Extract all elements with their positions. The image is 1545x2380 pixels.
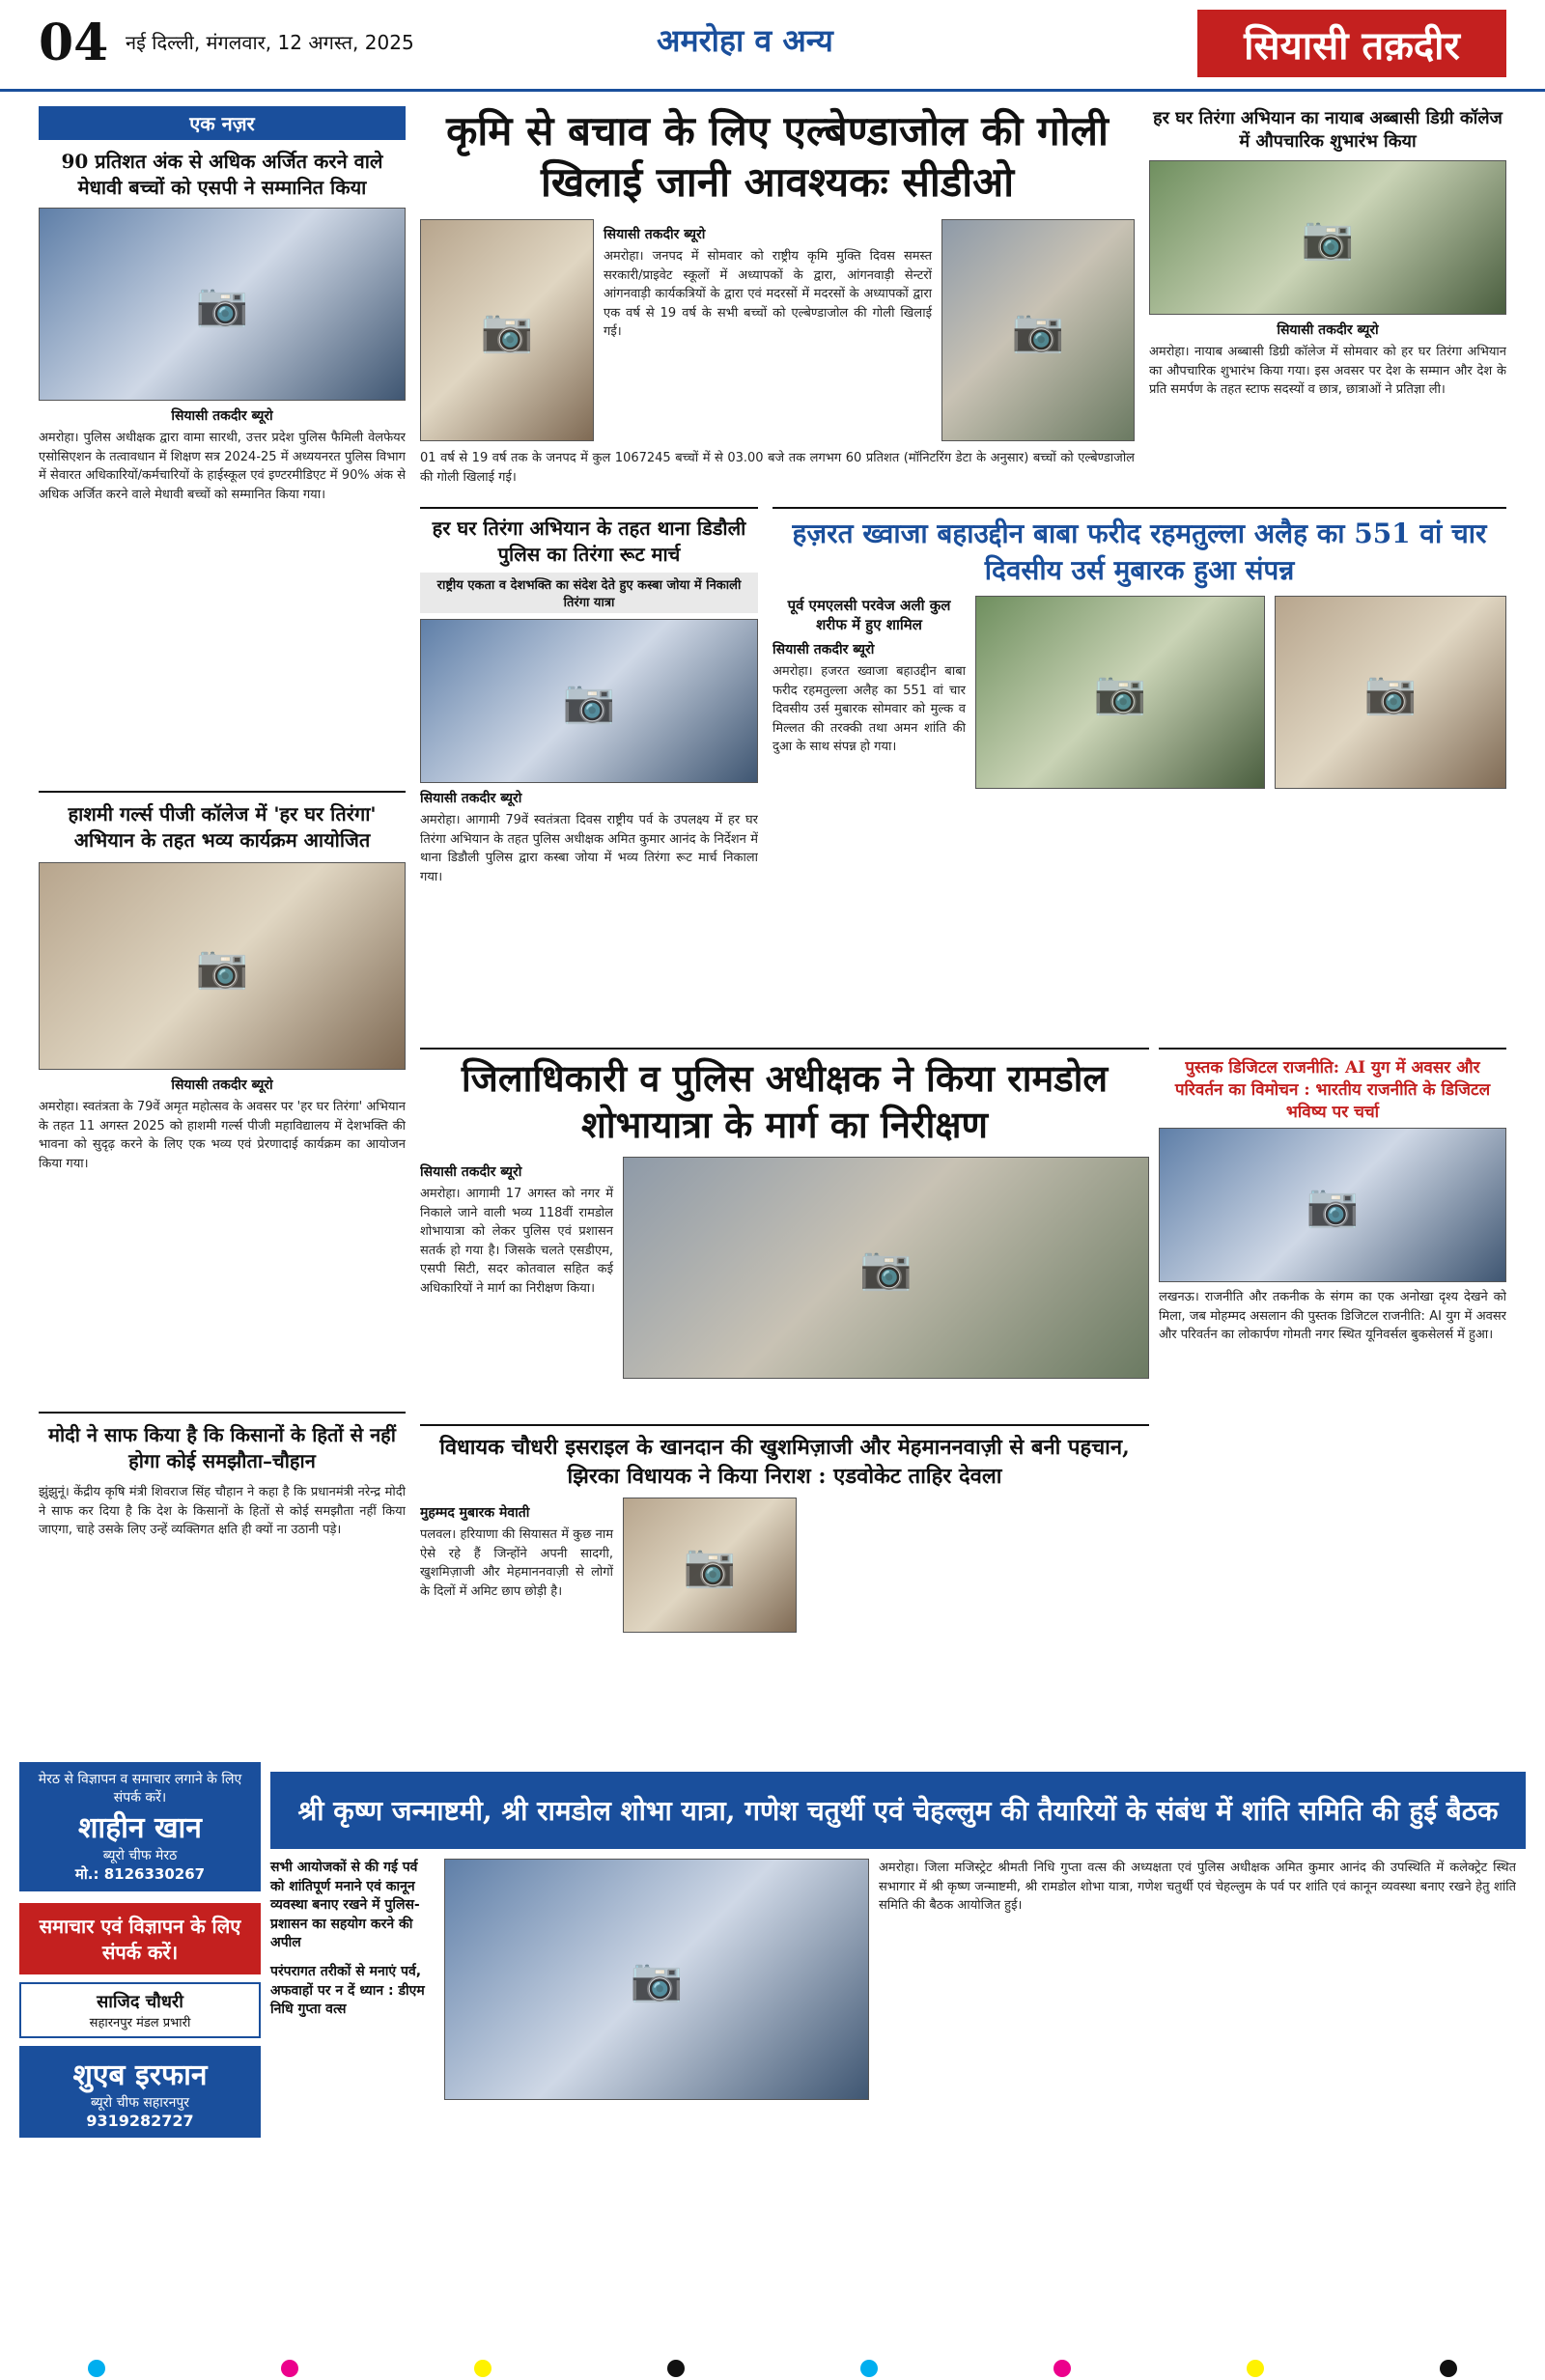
story-photo	[975, 596, 1265, 789]
story-body: पलवल। हरियाणा की सियासत में कुछ नाम ऐसे रहे हैं जिन्होंने अपनी सादगी, खुशमिज़ाजी और मेहमाननवाज़ी से लोगों के दिलों में अमिट छाप छोड़ी है।	[420, 1527, 613, 1599]
ad-block	[19, 1762, 261, 2361]
book-story	[1159, 1048, 1506, 1752]
ad-contact-box	[19, 1903, 261, 1974]
camera-icon: 📷	[562, 677, 616, 726]
story-photo	[623, 1157, 1149, 1379]
story-body: अमरोहा। आगामी 17 अगस्त को नगर में निकाले जाने वाली भव्य 118वीं रामडोल शोभायात्रा को लेकर पुलिस एवं प्रशासन सतर्क हो गया है। जिसके चलते एसडीएम, एसपी सिटी, सदर कोतवाल सहित कई अधिकारियों ने मार्ग का निरीक्षण किया।	[420, 1187, 613, 1296]
ad-phone: मो.: 8126330267	[74, 1865, 206, 1883]
camera-icon: 📷	[1363, 668, 1418, 717]
camera-icon: 📷	[1306, 1181, 1360, 1230]
story-body: अमरोहा। हजरत ख्वाजा बहाउद्दीन बाबा फरीद रहमतुल्ला अलैह का 551 वां चार दिवसीय उर्स मुबारक सोमवार को मुल्क व मिल्लत की तरक्की तथा अमन शांति की दुआ के साथ संपन्न हो गया।	[772, 664, 966, 754]
story-headline: विधायक चौधरी इसराइल के खानदान की खुशमिज़ाजी और मेहमाननवाज़ी से बनी पहचान, झिरका विधायक ने किया निराश : एडवोकेट ताहिर देवला	[439, 1435, 1130, 1489]
ad-header	[19, 1762, 261, 1891]
ad-role: सहारनपुर मंडल प्रभारी	[89, 2016, 191, 2030]
story-headline: हज़रत ख्वाजा बहाउद्दीन बाबा फरीद रहमतुल्ला अलैह का 551 वां चार दिवसीय उर्स मुबारक हुआ संपन्न	[792, 518, 1487, 586]
story-headline: 90 प्रतिशत अंक से अधिक अर्जित करने वाले मेधावी बच्चों को एसपी ने सम्मानित किया	[61, 150, 383, 199]
story-headline: हर घर तिरंगा अभियान का नायाब अब्बासी डिग्री कॉलेज में औपचारिक शुभारंभ किया	[1153, 108, 1503, 152]
camera-icon: 📷	[683, 1541, 737, 1590]
story-body: लखनऊ। राजनीति और तकनीक के संगम का एक अनोखा दृश्य देखने को मिला, जब मोहम्मद असलान की पुस्तक डिजिटल राजनीति: AI युग में अवसर और परिवर्तन का लोकार्पण गोमती नगर स्थित यूनिवर्सल बुकसेलर्स में हुआ।	[1159, 1290, 1506, 1342]
section-title: अमरोहा व अन्य	[657, 22, 833, 59]
urs-story	[772, 507, 1506, 1038]
ramdol-story	[420, 1048, 1149, 1414]
story-photo	[39, 208, 406, 401]
story-headline: मोदी ने साफ किया है कि किसानों के हितों से नहीं होगा कोई समझौता–चौहान	[39, 1412, 406, 1473]
story-byline: सियासी तकदीर ब्यूरो	[171, 408, 273, 424]
story-photo	[1159, 1128, 1506, 1282]
lead-body: अमरोहा। जनपद में सोमवार को राष्ट्रीय कृमि मुक्ति दिवस समस्त सरकारी/प्राइवेट स्कूलों में अध्यापकों के द्वारा, आंगनवाड़ी सेन्टरों आंगनवाड़ी कार्यकत्रियों के द्वारा एवं मदरसों में मदरसों के अध्यापकों द्वारा एक वर्ष से 19 वर्ष के सभी बच्चों को एल्बेण्डाजोल की गोली खिलाई गई।	[604, 249, 932, 339]
bullet-item: सभी आयोजकों से की गई पर्व को शांतिपूर्ण मनाने एवं कानून व्यवस्था बनाए रखने में पुलिस-प्रशासन का सहयोग करने की अपील	[270, 1860, 420, 1951]
story-body: अमरोहा। नायाब अब्बासी डिग्री कॉलेज में सोमवार को हर घर तिरंगा अभियान का औपचारिक शुभारंभ किया गया। इस अवसर पर देश के सम्मान और देश के प्रति समर्पण के तहत स्टाफ सदस्यों व छात्र, छात्राओं ने प्रतिज्ञा ली।	[1149, 345, 1506, 397]
camera-icon: 📷	[1011, 306, 1065, 355]
story-headline: हर घर तिरंगा अभियान के तहत थाना डिडौली पुलिस का तिरंगा रूट मार्च	[432, 517, 746, 566]
masthead	[0, 0, 1545, 92]
ad-person	[19, 2046, 261, 2138]
color-dot	[281, 2360, 298, 2377]
story-body: अमरोहा। स्वतंत्रता के 79वें अमृत महोत्सव के अवसर पर 'हर घर तिरंगा' अभियान के तहत 11 अगस्त 2025 को हाशमी गर्ल्स पीजी महाविद्यालय में देशभक्ति की भावना को सुदृढ़ करने के लिए एक भव्य एवं प्रेरणादाई कार्यक्रम का आयोजन किया गया।	[39, 1100, 406, 1171]
ad-role: ब्यूरो चीफ मेरठ	[102, 1848, 178, 1863]
lead-photo	[420, 219, 594, 441]
story-body: अमरोहा। आगामी 79वें स्वतंत्रता दिवस राष्ट्रीय पर्व के उपलक्ष्य में हर घर तिरंगा अभियान के तहत पुलिस अधीक्षक अमित कुमार आनंद के निर्देशन में थाना डिडौली पुलिस द्वारा कस्बा जोया में भव्य तिरंगा रूट मार्च निकाला गया।	[420, 813, 758, 884]
brand-logo: सियासी तक़दीर	[1197, 10, 1506, 77]
right-top-story	[1149, 106, 1506, 492]
camera-icon: 📷	[859, 1244, 913, 1293]
color-dot	[1053, 2360, 1071, 2377]
story-photo	[420, 619, 758, 783]
lead-body-2: 01 वर्ष से 19 वर्ष तक के जनपद में कुल 1067245 बच्चों में से 03.00 बजे तक लगभग 60 प्रतिशत (मॉनिटरिंग डेटा के अनुसार) बच्चों को एल्बेण्डाजोल की गोली खिलाई गई।	[420, 451, 1135, 485]
peace-body: अमरोहा। जिला मजिस्ट्रेट श्रीमती निधि गुप्ता वत्स की अध्यक्षता एवं पुलिस अधीक्षक अमित कुमार आनंद की उपस्थिति में कलेक्ट्रेट स्थित सभागार में श्री कृष्ण जन्माष्टमी, श्री रामडोल शोभा यात्रा, गणेश चतुर्थी एवं चेहल्लुम के पर्व पर शांति एवं कानून व्यवस्था बनाए रखने हेतु शांति समिति की बैठक आयोजित हुई।	[879, 1861, 1516, 1913]
story-byline: सियासी तकदीर ब्यूरो	[420, 791, 522, 806]
peace-photo	[444, 1859, 869, 2100]
ad-line: मेरठ से विज्ञापन व समाचार लगाने के लिए संपर्क करें।	[38, 1772, 242, 1806]
lead-photo-2	[941, 219, 1135, 441]
camera-icon: 📷	[195, 280, 249, 329]
color-dot	[860, 2360, 878, 2377]
story-subhead: राष्ट्रीय एकता व देशभक्ति का संदेश देते हुए कस्बा जोया में निकाली तिरंगा यात्रा	[420, 573, 758, 613]
ad-role: ब्यूरो चीफ सहारनपुर	[90, 2095, 190, 2111]
ad-name: शाहीन खान	[78, 1811, 202, 1845]
mla-story	[420, 1424, 1149, 1757]
story-headline: हाशमी गर्ल्स पीजी कॉलेज में 'हर घर तिरंगा' अभियान के तहत भव्य कार्यक्रम आयोजित	[39, 791, 406, 853]
camera-icon: 📷	[630, 1955, 684, 2004]
tiranga-march-story	[420, 507, 758, 1038]
lead-headline: कृमि से बचाव के लिए एल्बेण्डाजोल की गोली खिलाई जानी आवश्यकः सीडीओ	[446, 107, 1109, 206]
date-line: नई दिल्ली, मंगलवार, 12 अगस्त, 2025	[126, 31, 414, 54]
camera-icon: 📷	[1093, 668, 1147, 717]
peace-bullets	[270, 1859, 435, 2086]
left-column	[39, 106, 406, 1752]
story-byline: सियासी तकदीर ब्यूरो	[1277, 322, 1379, 338]
page-number: 04	[39, 14, 109, 72]
ad-phone: 9319282727	[86, 2112, 194, 2130]
color-dot	[88, 2360, 105, 2377]
kicker: एक नज़र	[39, 106, 406, 140]
lead-story	[420, 106, 1135, 492]
story-headline: जिलाधिकारी व पुलिस अधीक्षक ने किया रामडोल शोभायात्रा के मार्ग का निरीक्षण	[461, 1056, 1109, 1146]
print-color-strip	[0, 2356, 1545, 2380]
story-subhead: पूर्व एमएलसी परवेज अली कुल शरीफ में हुए शामिल	[787, 597, 951, 633]
lead-byline: सियासी तकदीर ब्यूरो	[604, 227, 706, 242]
story-photo	[39, 862, 406, 1070]
story-body: झुंझुनूं। केंद्रीय कृषि मंत्री शिवराज सिंह चौहान ने कहा है कि प्रधानमंत्री नरेन्द्र मोदी ने साफ कर दिया है कि देश के किसानों के हितों से कोई समझौता नहीं किया जाएगा, चाहे उसके लिए उन्हें व्यक्तिगत क्षति ही क्यों ना उठानी पड़े।	[39, 1485, 406, 1537]
ad-person	[19, 1982, 261, 2038]
story-byline: सियासी तकदीर ब्यूरो	[772, 642, 875, 658]
story-photo	[1149, 160, 1506, 315]
camera-icon: 📷	[1301, 213, 1355, 263]
color-dot	[1440, 2360, 1457, 2377]
story-photo-2	[1275, 596, 1506, 789]
ad-contact-text: समाचार एवं विज्ञापन के लिए संपर्क करें।	[39, 1915, 241, 1964]
camera-icon: 📷	[195, 941, 249, 992]
color-dot	[474, 2360, 492, 2377]
bullet-item: परंपरागत तरीकों से मनाएं पर्व, अफवाहों पर न दें ध्यान : डीएम निधि गुप्ता वत्स	[270, 1963, 425, 2018]
color-dot	[667, 2360, 685, 2377]
color-dot	[1247, 2360, 1264, 2377]
camera-icon: 📷	[480, 306, 534, 355]
ad-name: साजिद चौधरी	[97, 1992, 183, 2012]
story-byline: सियासी तकदीर ब्यूरो	[171, 1078, 273, 1093]
story-photo	[623, 1498, 797, 1633]
ad-name: शुएब इरफान	[72, 2058, 208, 2092]
peace-headline: श्री कृष्ण जन्माष्टमी, श्री रामडोल शोभा यात्रा, गणेश चतुर्थी एवं चेहल्लुम की तैयारियों के संबंध में शांति समिति की हुई बैठक	[270, 1772, 1526, 1849]
story-body: अमरोहा। पुलिस अधीक्षक द्वारा वामा सारथी, उत्तर प्रदेश पुलिस फैमिली वेलफेयर एसोसिएशन के तत्वावधान में शिक्षण सत्र 2024-25 में अध्ययनरत पुलिस विभाग में सेवारत अधिकारियों/कर्मचारियों के हाईस्कूल एवं इण्टरमीडिएट में 90% अंक से अधिक अर्जित करने वाले मेधावी बच्चों को सम्मानित किया गया।	[39, 431, 406, 502]
story-byline: मुहम्मद मुबारक मेवाती	[420, 1505, 530, 1521]
story-byline: सियासी तकदीर ब्यूरो	[420, 1164, 522, 1180]
story-headline: पुस्तक डिजिटल राजनीति: AI युग में अवसर और परिवर्तन का विमोचन : भारतीय राजनीति के डिजिटल भविष्य पर चर्चा	[1174, 1058, 1491, 1122]
